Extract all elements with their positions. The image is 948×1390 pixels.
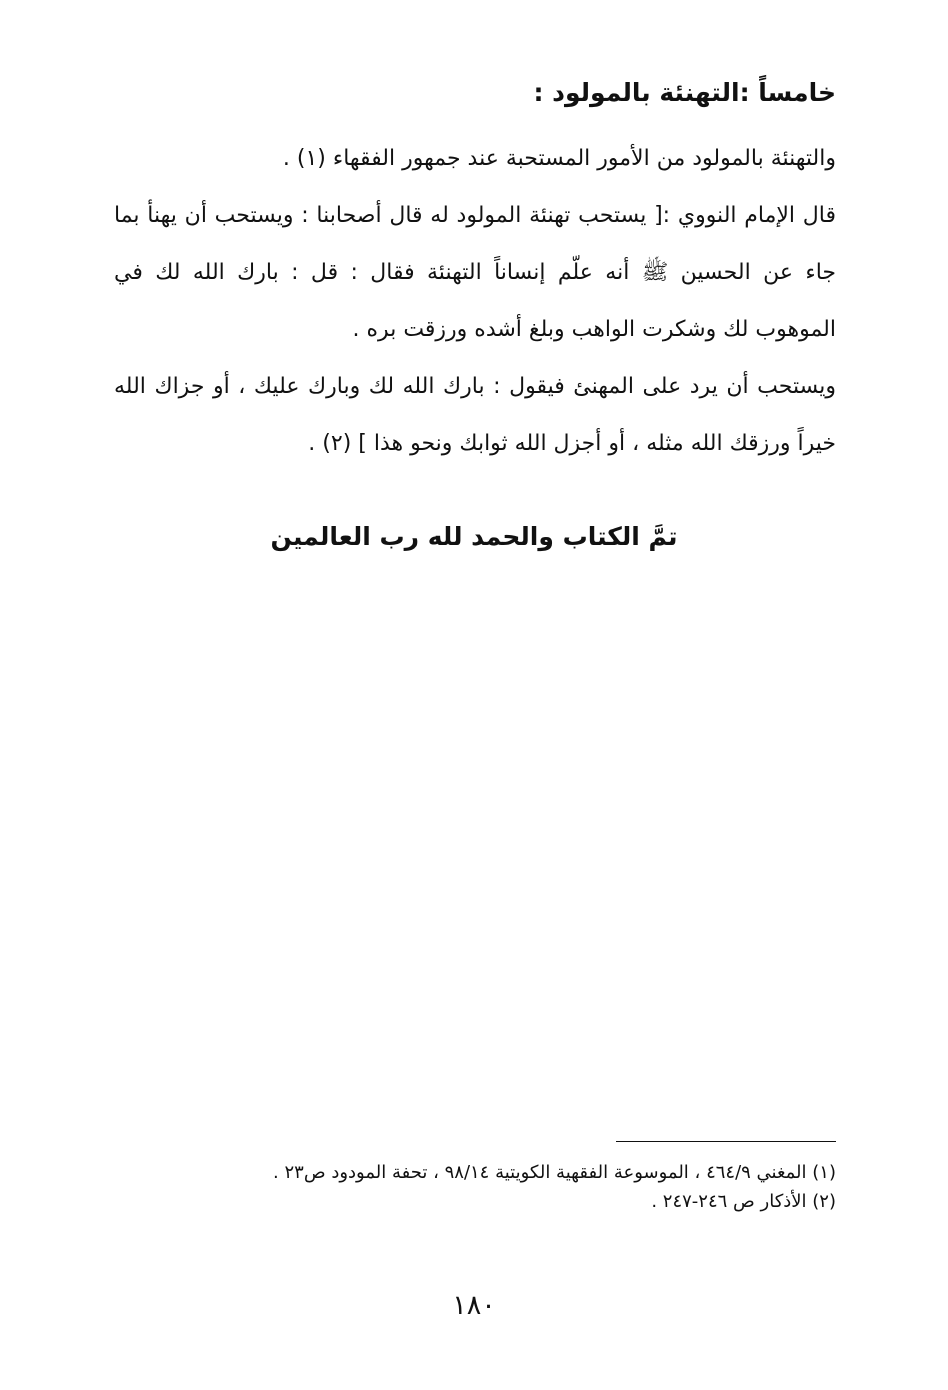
paragraph-congratulation-intro: والتهنئة بالمولود من الأمور المستحبة عند جمهور الفقهاء (١) . (282, 146, 836, 171)
section-heading: خامساً :التهنئة بالمولود : (533, 78, 836, 107)
footnote-2: (٢) الأذكار ص ٢٤٦-٢٤٧ . (651, 1191, 836, 1212)
closing-line: تمَّ الكتاب والحمد لله رب العالمين (270, 522, 678, 551)
footnote-divider (616, 1141, 836, 1142)
body-text (114, 130, 836, 472)
footnotes (114, 1158, 836, 1216)
page-number: ١٨٠ (452, 1290, 496, 1321)
paragraph-nawawi-quote: قال الإمام النووي :[ يستحب تهنئة المولود له قال أصحابنا : ويستحب أن يهنأ بما جاء عن الحسين ﷺ أنه علّم إنساناً التهنئة فقال : قل : بارك الله لك في الموهوب لك وشكرت الواهب وبلغ أشده ورزقت بره . (114, 203, 836, 342)
footnote-1: (١) المغني ٤٦٤/٩ ، الموسوعة الفقهية الكويتية ٩٨/١٤ ، تحفة المودود ص٢٣ . (273, 1162, 836, 1183)
paragraph-reply: ويستحب أن يرد على المهنئ فيقول : بارك الله لك وبارك عليك ، أو جزاك الله خيراً ورزقك الله مثله ، أو أجزل الله ثوابك ونحو هذا ] (٢) . (114, 374, 836, 456)
